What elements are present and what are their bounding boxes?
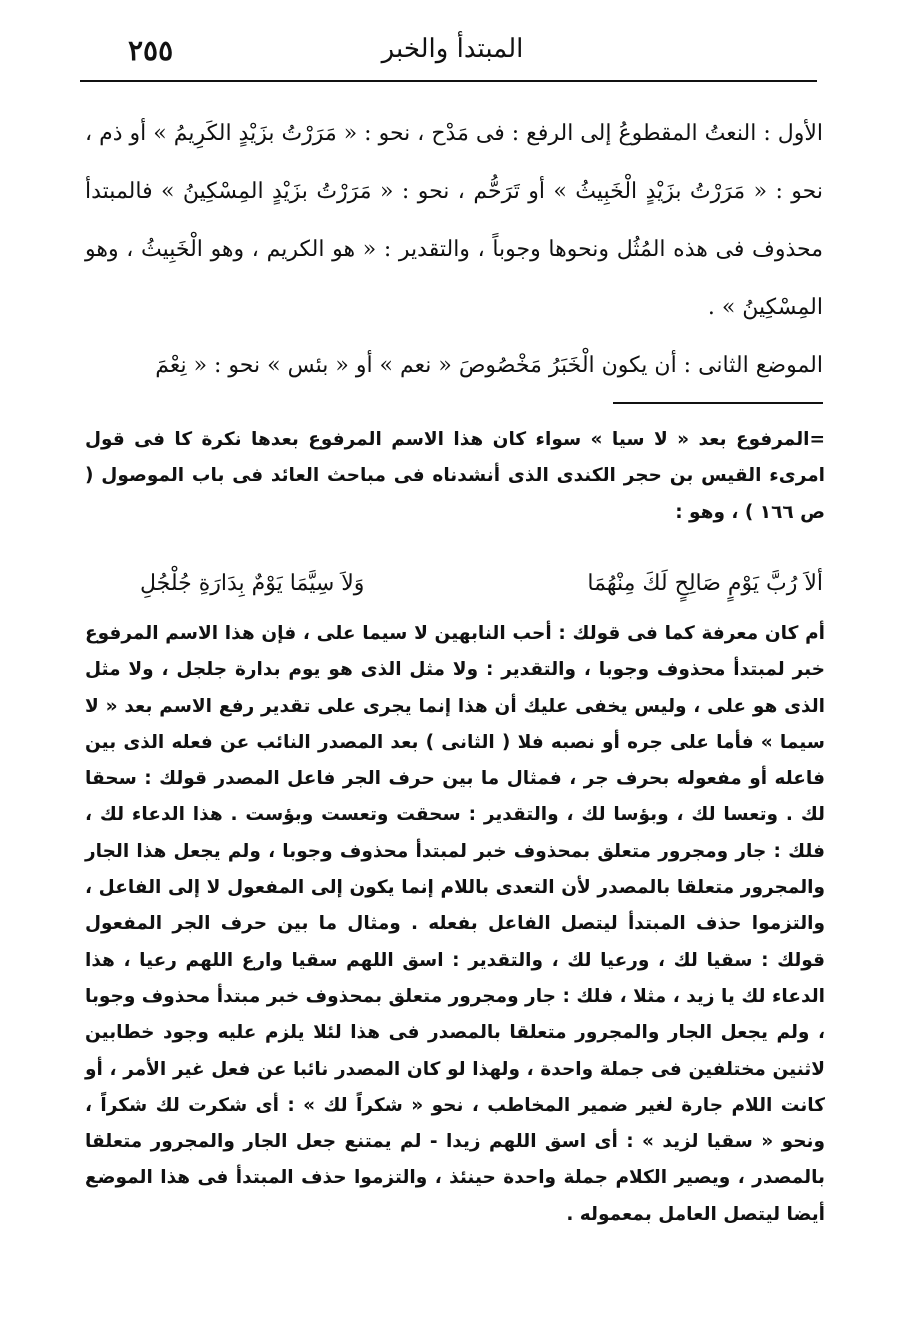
main-text: [85, 105, 823, 395]
page-header: [80, 28, 825, 78]
page-number: ٢٥٥: [128, 34, 174, 67]
footnote-text-1: =المرفوع بعد « لا سيا » سواء كان هذا الاسم المرفوع بعدها نكرة كا فى قول امرىء القيس بن حجر الكندى الذى أنشدناه فى مباحث العائد فى باب الموصول ( ص ١٦٦ ) ، وهو :: [85, 429, 825, 523]
footnote-text-2: أم كان معرفة كما فى قولك : أحب النابهين لا سيما على ، فإن هذا الاسم المرفوع خبر لمبتدأ محذوف وجوبا ، والتقدير : ولا مثل الذى هو يوم بدارة جلجل ، ولا مثل الذى هو على ، وليس يخفى عليك أن هذا إنما يجرى على تقدير رفع الاسم بعد « لا سيما » فأما على جره أو نصبه فلا ( الثانى ) بعد المصدر النائب عن فعله الذى بين فاعله أو مفعوله بحرف جر ، فمثال ما بين حرف الجر فاعل المصدر قولك : سحقا لك . وتعسا لك ، وبؤسا لك ، والتقدير : سحقت وتعست وبؤست . هذا الدعاء لك ، فلك : جار ومجرور متعلق بمحذوف خبر لمبتدأ محذوف وجوبا ، ولم يجعل هذا الجار والمجرور متعلقا بالمصدر لأن التعدى باللام إنما يكون إلى المفعول لا إلى الفاعل ، والتزموا حذف المبتدأ ليتصل الفاعل بفعله . ومثال ما بين حرف الجر المفعول قولك : سقيا لك ، ورعيا لك ، والتقدير : اسق اللهم سقيا وارع اللهم رعيا ، هذا الدعاء لك يا زيد ، مثلا ، فلك : جار ومجرور متعلق بمحذوف خبر مبتدأ محذوف وجوبا ، ولم يجعل الجار والمجرور متعلقا بالمصدر فى هذا لئلا يلزم عليه وجود خطابين لاثنين مختلفين فى جملة واحدة ، ولهذا لو كان المصدر نائبا عن فعل غير الأمر ، أو كانت اللام جارة لغير ضمير المخاطب ، نحو « شكراً لك » : أى شكرت لك شكراً ، ونحو « سقيا لزيد » : أى اسق اللهم زيدا - لم يمتنع جعل الجار والمجرور متعلقا بالمصدر ، ويصير الكلام جملة واحدة حينئذ ، والتزموا حذف المبتدأ فى هذا الموضع أيضا ليتصل العامل بمعموله .: [85, 623, 825, 1225]
header-rule: [80, 80, 817, 82]
main-paragraph-1: الأول : النعتُ المقطوعُ إلى الرفع : فى مَدْح ، نحو : « مَرَرْتُ بزَيْدٍ الكَرِيمُ » أو ذم ، نحو : « مَرَرْتُ بزَيْدٍ الْخَبِيثُ » أو تَرَحُّم ، نحو : « مَرَرْتُ بزَيْدٍ المِسْكِينُ » فالمبتدأ محذوف فى هذه المُثُل ونحوها وجوباً ، والتقدير : « هو الكريم ، وهو الْخَبِيثُ ، وهو المِسْكِينُ » .: [85, 121, 823, 320]
footnote-part-1: [85, 422, 825, 531]
footnote-part-2: [85, 616, 825, 1233]
verse-second-hemistich: وَلاَ سِيَّمَا يَوْمٌ بِدَارَةِ جُلْجُلِ: [140, 571, 365, 596]
running-title: المبتدأ والخبر: [381, 34, 524, 64]
verse-line: [140, 563, 823, 613]
footnote-separator: [613, 402, 823, 404]
main-paragraph-2: الموضع الثانى : أن يكون الْخَبَرُ مَخْصُوصَ « نعم » أو « بئس » نحو : « نِعْمَ: [155, 353, 823, 378]
verse-first-hemistich: ألاَ رُبَّ يَوْمٍ صَالِحٍ لَكَ مِنْهُمَا: [587, 571, 823, 596]
